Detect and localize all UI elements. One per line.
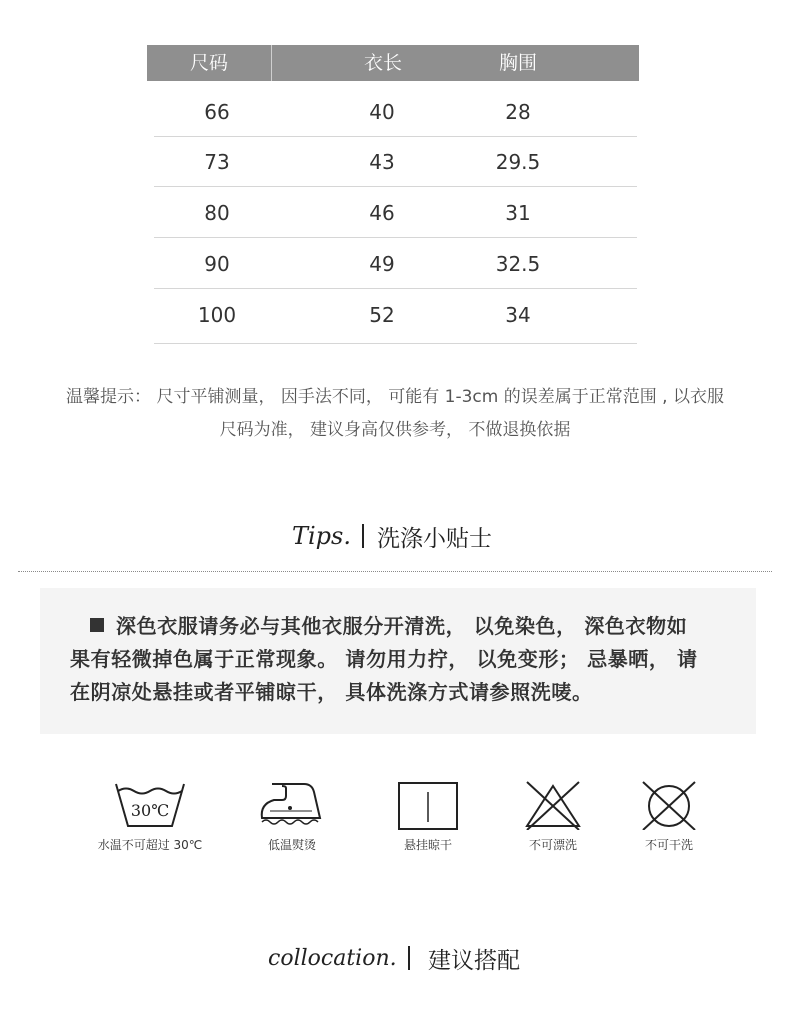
cell-length: 52 xyxy=(369,303,395,327)
tips-title: 洗涤小贴士 xyxy=(377,526,492,552)
measurement-notice-line2: 尺码为准， 建议身高仅供参考， 不做退换依据 xyxy=(219,420,571,440)
cell-length: 46 xyxy=(369,201,395,225)
care-item-dryclean xyxy=(604,778,734,853)
no-dry-clean-icon xyxy=(629,778,709,830)
iron-low-icon xyxy=(252,778,332,830)
header-length: 衣长 xyxy=(363,52,402,74)
header-divider-bar xyxy=(362,524,364,548)
dotted-divider xyxy=(18,571,772,572)
care-item-iron xyxy=(227,778,357,853)
header-divider-bar xyxy=(408,946,410,970)
cell-chest: 28 xyxy=(505,100,531,124)
cell-length: 49 xyxy=(369,252,395,276)
care-item-hang xyxy=(363,778,493,853)
collocation-section-header xyxy=(0,940,790,980)
cell-chest: 31 xyxy=(505,201,531,225)
wash-tips-box xyxy=(40,588,756,734)
table-row xyxy=(154,188,637,238)
cell-chest: 32.5 xyxy=(495,252,541,276)
header-size: 尺码 xyxy=(189,52,228,74)
care-label: 水温不可超过 30℃ xyxy=(97,838,203,852)
header-chest: 胸围 xyxy=(498,52,537,74)
tips-line-3: 在阴凉处悬挂或者平铺晾干， 具体洗涤方式请参照洗唛。 xyxy=(70,680,593,704)
collocation-script-text: collocation. xyxy=(268,946,397,971)
cell-size: 100 xyxy=(197,303,237,327)
cell-length: 40 xyxy=(369,100,395,124)
hang-dry-icon xyxy=(388,778,468,830)
tips-line-2: 果有轻微掉色属于正常现象。 请勿用力拧， 以免变形； 忌暴晒， 请 xyxy=(70,647,698,671)
tips-section-header xyxy=(0,518,790,558)
care-item-bleach xyxy=(488,778,618,853)
care-label: 低温熨烫 xyxy=(267,838,316,852)
care-label: 悬挂晾干 xyxy=(403,838,452,852)
tips-text: 深色衣服请务必与其他衣服分开清洗， 以免染色， 深色衣物如 xyxy=(116,614,688,638)
no-bleach-icon xyxy=(513,778,593,830)
cell-size: 73 xyxy=(204,150,230,174)
care-item-wash xyxy=(85,778,215,853)
bullet-square-icon xyxy=(90,618,104,632)
table-row xyxy=(154,87,637,137)
tips-line-1 xyxy=(90,610,687,639)
care-label: 不可干洗 xyxy=(644,838,693,852)
cell-size: 90 xyxy=(204,252,230,276)
collocation-title: 建议搭配 xyxy=(428,948,520,974)
header-divider xyxy=(271,45,272,81)
wash-30-icon xyxy=(110,778,190,830)
care-label: 不可漂洗 xyxy=(528,838,577,852)
size-table xyxy=(147,45,639,327)
table-row xyxy=(154,239,637,289)
cell-size: 80 xyxy=(204,201,230,225)
cell-size: 66 xyxy=(204,100,230,124)
measurement-notice-line1: 温馨提示： 尺寸平铺测量， 因手法不同， 可能有 1-3cm 的误差属于正常范围 , 以衣服 xyxy=(66,387,724,407)
cell-chest: 29.5 xyxy=(495,150,541,174)
size-table-header xyxy=(147,45,639,81)
table-row xyxy=(154,290,637,344)
cell-length: 43 xyxy=(369,150,395,174)
wash-temp-text: 30℃ xyxy=(130,801,170,820)
cell-chest: 34 xyxy=(505,303,531,327)
table-row xyxy=(154,137,637,187)
tips-script-text: Tips. xyxy=(292,522,351,550)
